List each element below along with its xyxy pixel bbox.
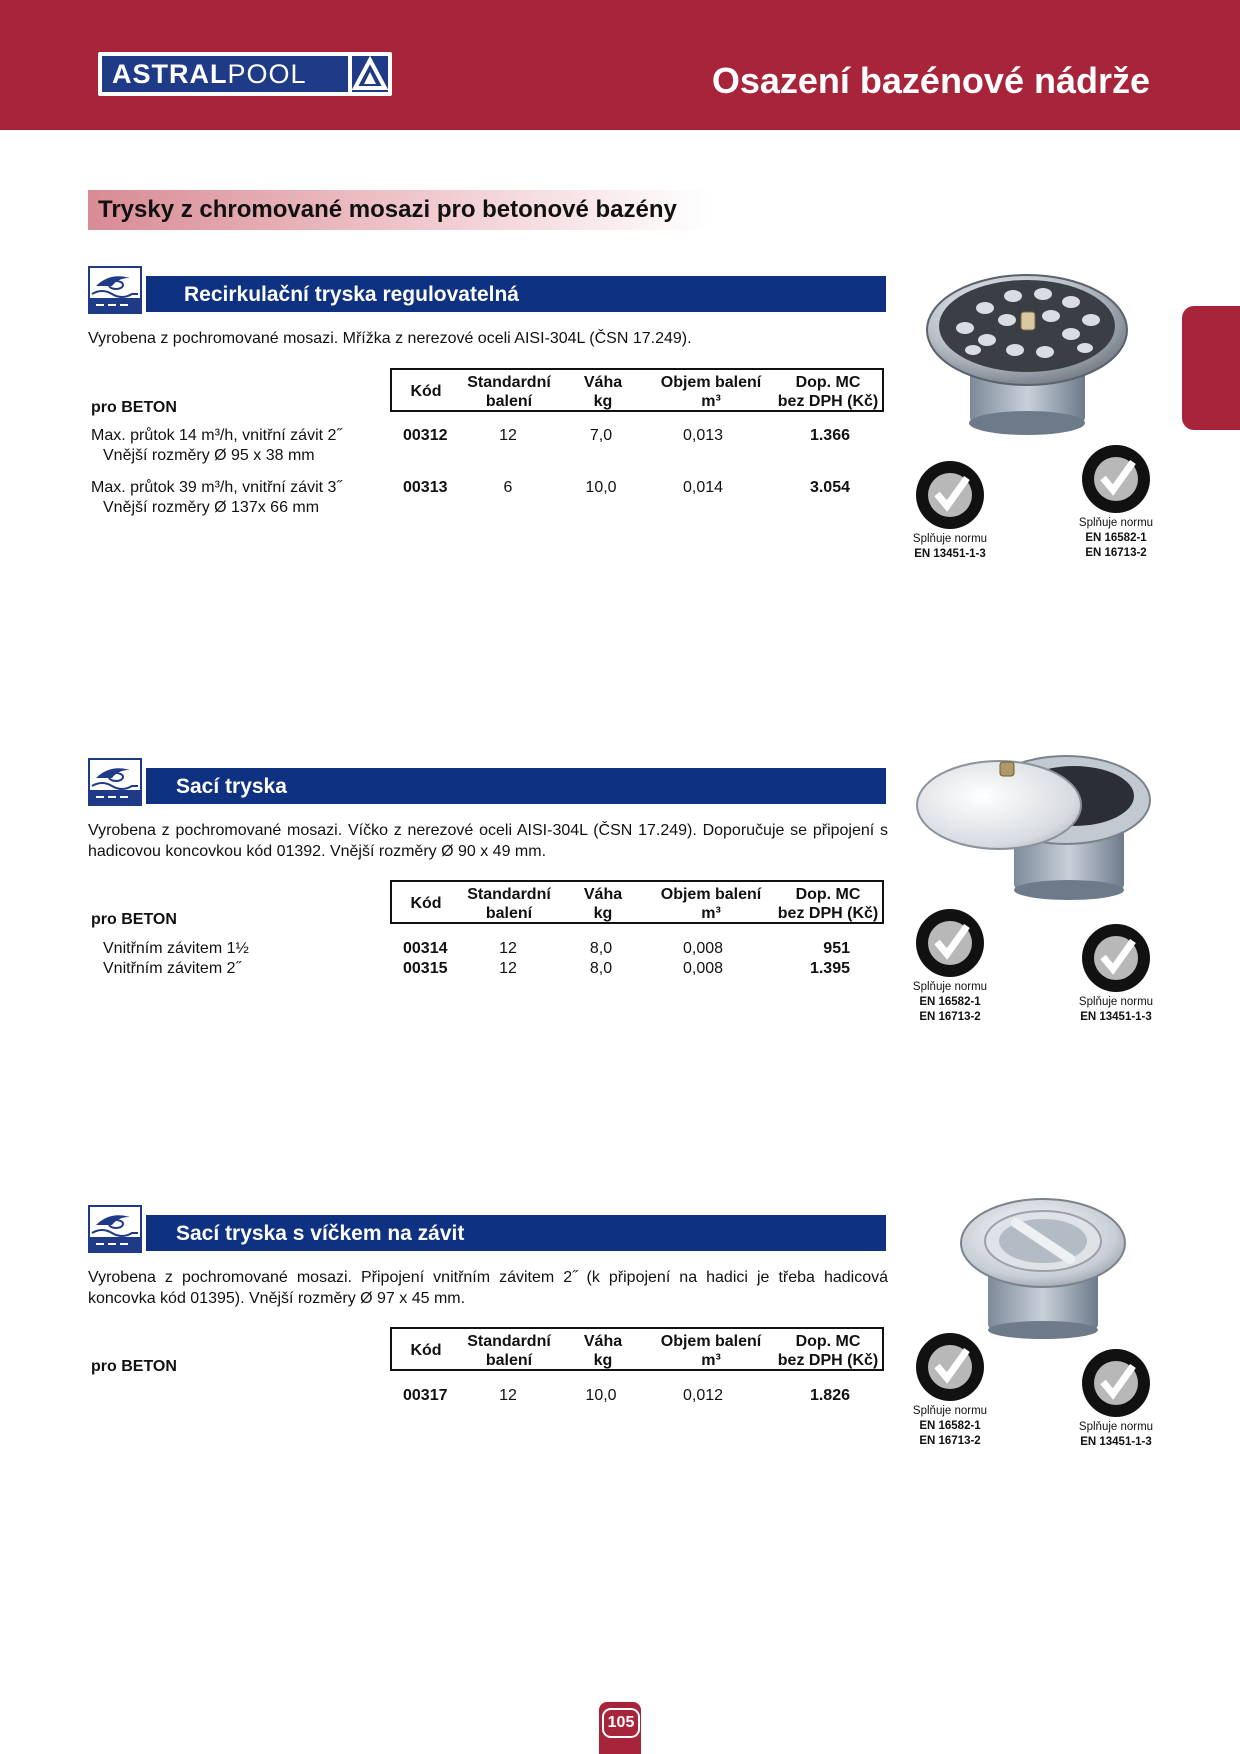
certification-badge [880,908,1020,1025]
brand-light: POOL [227,59,307,89]
astralpool-logo [98,52,392,96]
product-usage-label: pro BETON [91,399,177,416]
cell-code: 00315 [403,960,448,977]
th-objem-2: m³ [701,1352,721,1369]
th-dop-1: Dop. MC [795,1333,861,1350]
th-objem-2: m³ [701,905,721,922]
logo-mark-icon [352,56,388,92]
product-photo-recirculation-nozzle [925,268,1135,443]
cell-kg: 10,0 [585,1387,617,1404]
th-std [460,373,558,411]
product-description: Vyrobena z pochromované mosazi. Mřížka z nerezové oceli AISI-304L (ČSN 17.249). [88,330,692,347]
th-objem-1: Objem balení [660,374,762,391]
cert-norm-1: EN 13451-1-3 [1080,1436,1152,1448]
cell-kg: 8,0 [589,960,613,977]
product-description: Vyrobena z pochromované mosazi. Připojení vnitřním závitem 2˝ (k připojení na hadici je třeba hadicová koncovka kód 01395). Vnější rozměry Ø 97 x 45 mm. [88,1269,888,1307]
certification-badge [1046,923,1186,1025]
check-seal-icon [1081,444,1151,514]
nozzle-icon [88,1205,142,1253]
cell-price: 951 [823,940,850,957]
section-banner [88,190,708,230]
th-std-2: balení [485,905,533,922]
cell-price: 1.395 [809,960,850,977]
cert-label: Splňuje normu [912,1405,988,1417]
certification-badge [1046,1348,1186,1450]
cell-vol: 0,013 [682,427,724,444]
cert-norm-2: EN 16713-2 [919,1011,981,1023]
th-std-1: Standardní [467,886,551,903]
product-title-bar [146,276,886,312]
check-seal-icon [915,908,985,978]
product-title: Sací tryska s víčkem na závit [176,1222,465,1245]
product-photo-suction-nozzle [914,750,1154,905]
cert-norm-1: EN 13451-1-3 [1080,1011,1152,1023]
product-usage-label: pro BETON [91,911,177,928]
certification-badge [880,1332,1020,1449]
certification-badge [1046,444,1186,561]
product-usage-label: pro BETON [91,1358,177,1375]
th-objem [648,885,774,923]
th-std [460,885,558,923]
cert-norm-1: EN 16582-1 [919,996,981,1008]
cell-vol: 0,014 [682,479,724,496]
cell-kg: 7,0 [589,427,613,444]
th-objem [648,373,774,411]
cert-label: Splňuje normu [912,533,988,545]
cert-label: Splňuje normu [1078,996,1154,1008]
cert-norm-1: EN 16582-1 [1085,532,1147,544]
page-number [599,1702,641,1754]
th-objem-2: m³ [701,393,721,410]
cell-kg: 8,0 [589,940,613,957]
cell-code: 00313 [403,479,448,496]
th-std-2: balení [485,1352,533,1369]
section-title: Trysky z chromované mosazi pro betonové bazény [98,196,677,223]
th-dop [774,1332,882,1370]
th-vaha-2: kg [593,905,613,922]
th-vaha-1: Váha [583,1333,623,1350]
cell-vol: 0,012 [682,1387,724,1404]
nozzle-icon [88,266,142,314]
row-desc-line1: Max. průtok 39 m³/h, vnitřní závit 3˝ [91,479,342,496]
th-kod: Kód [410,383,442,400]
table-header [390,1327,884,1371]
cell-std: 12 [499,940,517,957]
cell-std: 6 [503,479,513,496]
cell-price: 1.366 [809,427,850,444]
th-std-1: Standardní [467,1333,551,1350]
product-title: Sací tryska [176,775,287,798]
th-dop-2: bez DPH (Kč) [777,905,879,922]
th-vaha [558,1332,648,1370]
cert-norm-2: EN 16713-2 [919,1435,981,1447]
th-dop-2: bez DPH (Kč) [777,1352,879,1369]
cell-code: 00312 [403,427,448,444]
th-std-1: Standardní [467,374,551,391]
th-kod: Kód [410,895,442,912]
cell-std: 12 [499,427,517,444]
cell-kg: 10,0 [585,479,617,496]
th-objem [648,1332,774,1370]
product-title-bar [146,768,886,804]
row-desc-line2: Vnější rozměry Ø 137x 66 mm [103,499,320,516]
check-seal-icon [1081,1348,1151,1418]
th-std [460,1332,558,1370]
certification-badge [880,460,1020,562]
cell-code: 00314 [403,940,448,957]
table-header [390,368,884,412]
cell-vol: 0,008 [682,960,724,977]
cert-norm-2: EN 16713-2 [1085,547,1147,559]
th-dop [774,885,882,923]
cert-label: Splňuje normu [912,981,988,993]
check-seal-icon [915,460,985,530]
page-number-text: 105 [602,1708,640,1738]
th-vaha [558,885,648,923]
row-desc-line1: Max. průtok 14 m³/h, vnitřní závit 2˝ [91,427,342,444]
row-desc: Vnitřním závitem 1½ [103,940,249,957]
th-vaha-2: kg [593,1352,613,1369]
cell-price: 3.054 [809,479,850,496]
th-dop-1: Dop. MC [795,886,861,903]
product-description: Vyrobena z pochromované mosazi. Víčko z nerezové oceli AISI-304L (ČSN 17.249). Doporučuje se připojení s hadicovou koncovkou kód 01392. Vnější rozměry Ø 90 x 49 mm. [88,822,888,860]
row-desc [91,478,342,518]
cell-std: 12 [499,1387,517,1404]
product-photo-threaded-lid-nozzle [958,1195,1128,1345]
cell-code: 00317 [403,1387,448,1404]
cert-label: Splňuje normu [1078,1421,1154,1433]
cert-norm-1: EN 16582-1 [919,1420,981,1432]
page-header [0,0,1240,130]
check-seal-icon [915,1332,985,1402]
check-seal-icon [1081,923,1151,993]
th-dop [774,373,882,411]
cell-std: 12 [499,960,517,977]
th-vaha-2: kg [593,393,613,410]
row-desc: Vnitřním závitem 2˝ [103,960,241,977]
table-header [390,880,884,924]
product-title-bar [146,1215,886,1251]
row-desc [91,426,342,466]
page-title: Osazení bazénové nádrže [711,60,1150,101]
brand-bold: ASTRAL [112,59,228,89]
th-kod: Kód [410,1342,442,1359]
th-vaha-1: Váha [583,886,623,903]
chapter-tab [1182,306,1240,430]
product-title: Recirkulační tryska regulovatelná [184,283,519,306]
nozzle-icon [88,758,142,806]
cert-label: Splňuje normu [1078,517,1154,529]
row-desc-line2: Vnější rozměry Ø 95 x 38 mm [103,447,315,464]
cell-vol: 0,008 [682,940,724,957]
cell-price: 1.826 [809,1387,850,1404]
th-objem-1: Objem balení [660,886,762,903]
cert-norm-1: EN 13451-1-3 [914,548,986,560]
th-vaha [558,373,648,411]
th-std-2: balení [485,393,533,410]
th-vaha-1: Váha [583,374,623,391]
th-dop-2: bez DPH (Kč) [777,393,879,410]
th-objem-1: Objem balení [660,1333,762,1350]
th-dop-1: Dop. MC [795,374,861,391]
